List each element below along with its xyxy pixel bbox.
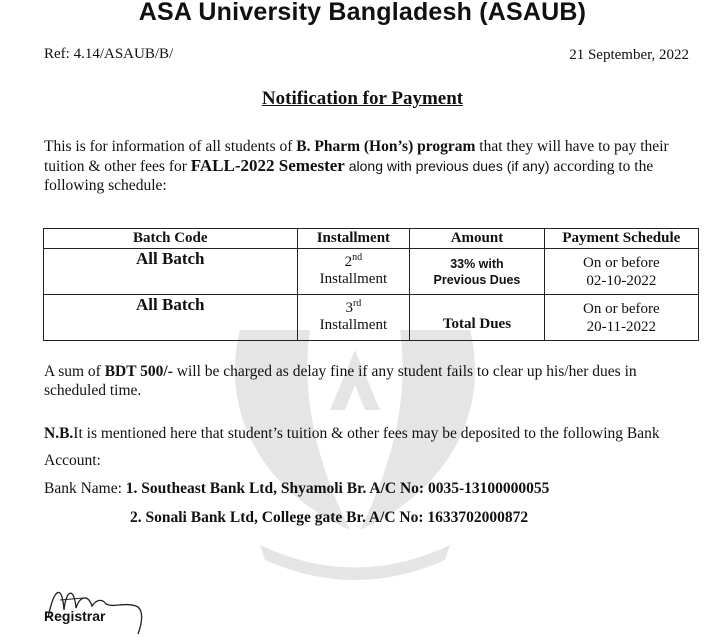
program-name: B. Pharm (Hon’s) program [296, 138, 476, 155]
table-row [44, 249, 699, 295]
installment-suffix: rd [352, 298, 362, 309]
intro-paragraph [44, 137, 684, 195]
amount-line-1: Total Dues [442, 315, 512, 332]
installment-word: Installment [319, 317, 388, 333]
schedule-line-1: On or before [583, 300, 660, 317]
schedule-line-1: On or before [583, 254, 660, 271]
fine-text-pre: A sum of [44, 363, 105, 380]
installment-number: 3 [345, 300, 353, 316]
signature-scribble [40, 578, 150, 636]
nb-text: It is mentioned here that student’s tuition & other fees may be deposited to the following Bank Account: [44, 425, 660, 469]
schedule-cell [544, 295, 698, 341]
intro-text-2: that they will have to pay their tuition & other fees for [44, 138, 669, 175]
intro-text-3: along with previous dues (if any) [344, 158, 550, 174]
registrar-title: Registrar [44, 608, 106, 624]
amount-cell [410, 295, 544, 341]
header-installment: Installment [297, 229, 410, 249]
notice-title: Notification for Payment [261, 88, 464, 109]
amount-cell [410, 249, 544, 295]
bank-account-1: 1. Southeast Bank Ltd, Shyamoli Br. A/C No: 0035-13100000055 [125, 480, 550, 497]
fine-text-post: will be charged as delay fine if any student fails to clear up his/her dues in scheduled time. [44, 363, 637, 399]
semester-name: FALL-2022 Semester [190, 156, 345, 175]
nb-paragraph [44, 420, 704, 474]
reference-number: Ref: 4.14/ASAUB/B/ [44, 46, 174, 62]
installment-suffix: nd [352, 252, 363, 263]
nb-label: N.B. [44, 425, 74, 442]
bank-account-2: 2. Sonali Bank Ltd, College gate Br. A/C No: 1633702000872 [130, 509, 529, 526]
amount-line-2: Previous Dues [433, 272, 521, 287]
payment-schedule-table [43, 228, 699, 341]
notice-date: 21 September, 2022 [569, 47, 689, 63]
university-name: ASA University Bangladesh (ASAUB) [138, 0, 587, 26]
installment-number: 2 [344, 254, 353, 270]
schedule-date: 20-11-2022 [586, 318, 657, 335]
table-row [44, 295, 699, 341]
amount-line-1: 33% with [450, 256, 504, 271]
schedule-cell [544, 249, 698, 295]
table-header-row [44, 229, 699, 249]
bank-label: Bank Name: [44, 480, 126, 497]
schedule-date: 02-10-2022 [586, 272, 657, 289]
fine-amount: BDT 500/- [104, 363, 173, 380]
batch-cell: All Batch [44, 249, 298, 295]
bank-line-1 [44, 480, 549, 498]
bank-line-2 [130, 509, 528, 527]
installment-cell [297, 295, 410, 341]
intro-text-4: according to the following schedule: [44, 158, 654, 194]
header-amount: Amount [410, 229, 544, 249]
installment-cell [297, 249, 410, 295]
header-batch-code: Batch Code [44, 229, 298, 249]
installment-word: Installment [319, 271, 388, 287]
header-payment-schedule: Payment Schedule [544, 229, 698, 249]
delay-fine-paragraph [44, 362, 694, 400]
batch-cell: All Batch [44, 295, 298, 341]
intro-text-1: This is for information of all students of [44, 138, 297, 155]
